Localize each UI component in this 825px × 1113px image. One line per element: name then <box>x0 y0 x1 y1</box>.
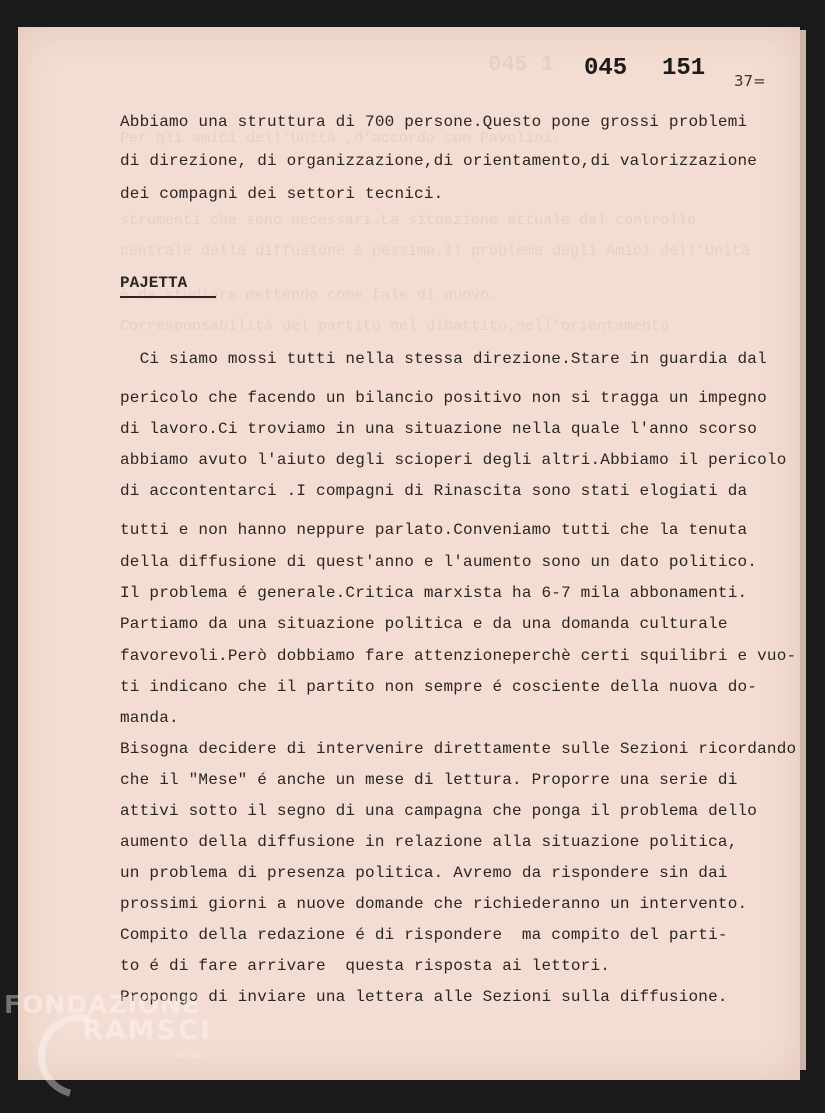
fondazione-gramsci-watermark <box>4 990 212 1070</box>
watermark-line1: FONDAZIONE <box>4 990 201 1019</box>
text-line: Propongo di inviare una lettera alle Sezioni sulla diffusione. <box>120 988 728 1006</box>
archive-number-1: 045 <box>584 55 628 82</box>
text-line: ti indicano che il partito non sempre é cosciente della nuova do- <box>120 678 758 696</box>
text-line: tutti e non hanno neppure parlato.Conveniamo tutti che la tenuta <box>120 521 748 539</box>
archive-number-2: 151 <box>662 55 706 82</box>
text-line: to é di fare arrivare questa risposta ai lettori. <box>120 957 611 975</box>
watermark-line3: onlus <box>176 1050 203 1061</box>
text-line: abbiamo avuto l'aiuto degli scioperi degli altri.Abbiamo il pericolo <box>120 451 787 469</box>
text-line: della diffusione di quest'anno e l'aumento sono un dato politico. <box>120 553 758 571</box>
text-line: di direzione, di organizzazione,di orientamento,di valorizzazione <box>120 152 758 170</box>
text-line: Compito della redazione é di rispondere ma compito del parti- <box>120 926 728 944</box>
text-line: che il "Mese" é anche un mese di lettura. Proporre una serie di <box>120 771 738 789</box>
ghost-line: Per gli amici dell'Unità ,d'accordo con Pavolini. <box>120 130 562 147</box>
handwritten-page-number: 37= <box>734 72 766 90</box>
ghost-number: 045 1 <box>488 52 555 77</box>
text-line: aumento della diffusione in relazione alla situazione politica, <box>120 833 738 851</box>
text-line: di accontentarci .I compagni di Rinascita sono stati elogiati da <box>120 482 748 500</box>
text-line: Ci siamo mossi tutti nella stessa direzione.Stare in guardia dal <box>120 350 767 368</box>
text-line: prossimi giorni a nuove domande che richiederanno un intervento. <box>120 895 748 913</box>
text-line: manda. <box>120 709 179 727</box>
ghost-line: è da studiare mettendo come tale di nuovo. <box>120 287 499 304</box>
text-line: attivi sotto il segno di una campagna che ponga il problema dello <box>120 802 758 820</box>
text-line: di lavoro.Ci troviamo in una situazione nella quale l'anno scorso <box>120 420 758 438</box>
text-line: favorevoli.Però dobbiamo fare attenzioneperchè certi squilibri e vuo- <box>120 647 797 665</box>
ghost-line: Corresponsabilità del partito nel dibattito,nell'orientamento <box>120 318 670 335</box>
text-line: pericolo che facendo un bilancio positivo non si tragga un impegno <box>120 389 767 407</box>
ghost-line: centrale della diffusione è pessima.Il problema degli Amici dell'Unità <box>120 243 751 260</box>
section-heading: PAJETTA <box>120 274 216 298</box>
page-edge <box>800 30 806 1070</box>
ghost-line: strumenti che sono necessari.La situazione attuale del controllo <box>120 212 697 229</box>
text-line: Il problema é generale.Critica marxista ha 6-7 mila abbonamenti. <box>120 584 748 602</box>
text-line: Partiamo da una situazione politica e da una domanda culturale <box>120 615 728 633</box>
watermark-line2: RAMSCI <box>82 1015 212 1046</box>
text-line: dei compagni dei settori tecnici. <box>120 185 444 203</box>
text-line: Bisogna decidere di intervenire direttamente sulle Sezioni ricordando <box>120 740 797 758</box>
text-line: Abbiamo una struttura di 700 persone.Questo pone grossi problemi <box>120 113 748 131</box>
text-line: un problema di presenza politica. Avremo da rispondere sin dai <box>120 864 728 882</box>
